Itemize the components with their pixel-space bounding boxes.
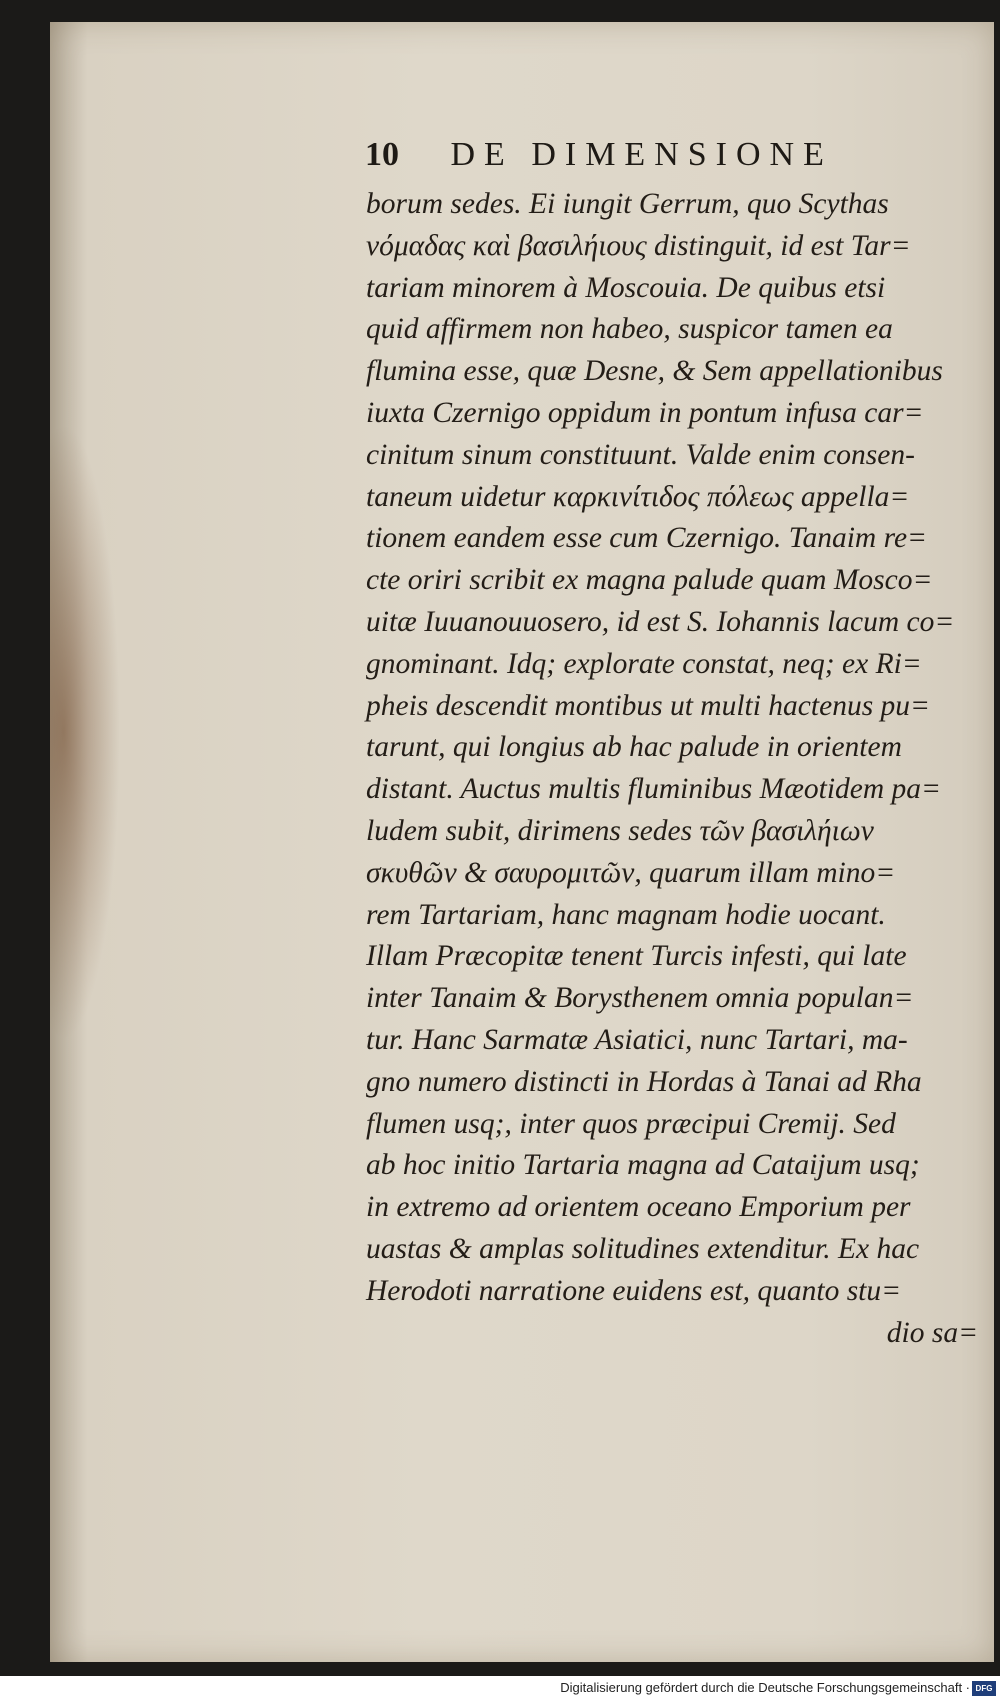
text-line: iuxta Czernigo oppidum in pontum infusa car= (366, 396, 924, 429)
text-line: tarunt, qui longius ab hac palude in orientem (366, 731, 902, 764)
text-line: cinitum sinum constituunt. Valde enim consen- (366, 438, 915, 471)
body-text (366, 184, 994, 1354)
text-line: gno numero distincti in Hordas à Tanai ad Rha (366, 1065, 922, 1098)
text-line: νόμαδας καὶ βασιλήιους distinguit, id est Tar= (366, 229, 911, 262)
text-line: ludem subit, dirimens sedes τῶν βασιλήιων (366, 814, 874, 847)
footer-bar (0, 1676, 1000, 1704)
text-line: Herodoti narratione euidens est, quanto stu= (366, 1274, 902, 1307)
text-line: uastas & amplas solitudines extenditur. Ex hac (366, 1232, 920, 1265)
text-line: cte oriri scribit ex magna palude quam Mosco= (366, 564, 933, 597)
text-line: pheis descendit montibus ut multi hactenus pu= (366, 689, 930, 722)
page-number: 10 (365, 136, 399, 173)
dfg-logo: DFG (972, 1681, 996, 1696)
text-line: tariam minorem à Moscouia. De quibus etsi (366, 271, 886, 304)
text-line: inter Tanaim & Borysthenem omnia populan= (366, 982, 914, 1015)
page-header (365, 136, 925, 174)
text-line: rem Tartariam, hanc magnam hodie uocant. (366, 898, 886, 931)
text-line: quid affirmem non habeo, suspicor tamen ea (366, 313, 893, 346)
running-head: DE DIMENSIONE (450, 136, 833, 173)
water-stain (50, 422, 120, 1042)
text-line: Illam Præcopitæ tenent Turcis infesti, qui late (366, 940, 907, 973)
text-line: tionem eandem esse cum Czernigo. Tanaim re= (366, 522, 927, 555)
book-page (50, 22, 994, 1662)
text-line: gnominant. Idq; explorate constat, neq; ex Ri= (366, 647, 922, 680)
catchword: dio sa= (886, 1316, 978, 1349)
text-line: tur. Hanc Sarmatæ Asiatici, nunc Tartari, ma- (366, 1023, 908, 1056)
text-line: σκυθῶν & σαυρομιτῶν, quarum illam mino= (366, 856, 896, 889)
text-line: borum sedes. Ei iungit Gerrum, quo Scythas (366, 188, 889, 220)
funding-credit: Digitalisierung gefördert durch die Deutsche Forschungsgemeinschaft · (560, 1680, 970, 1695)
text-line: ab hoc initio Tartaria magna ad Cataijum usq; (366, 1149, 920, 1182)
text-line: taneum uidetur καρκινίτιδος πόλεως appella= (366, 480, 910, 513)
text-line: distant. Auctus multis fluminibus Mæotidem pa= (366, 773, 941, 806)
text-line: uitæ Iuuanouuosero, id est S. Iohannis lacum co= (366, 605, 955, 638)
text-line: flumina esse, quæ Desne, & Sem appellationibus (366, 355, 943, 388)
text-line: in extremo ad orientem oceano Emporium per (366, 1191, 911, 1224)
text-line: flumen usq;, inter quos præcipui Cremij. Sed (366, 1107, 896, 1140)
